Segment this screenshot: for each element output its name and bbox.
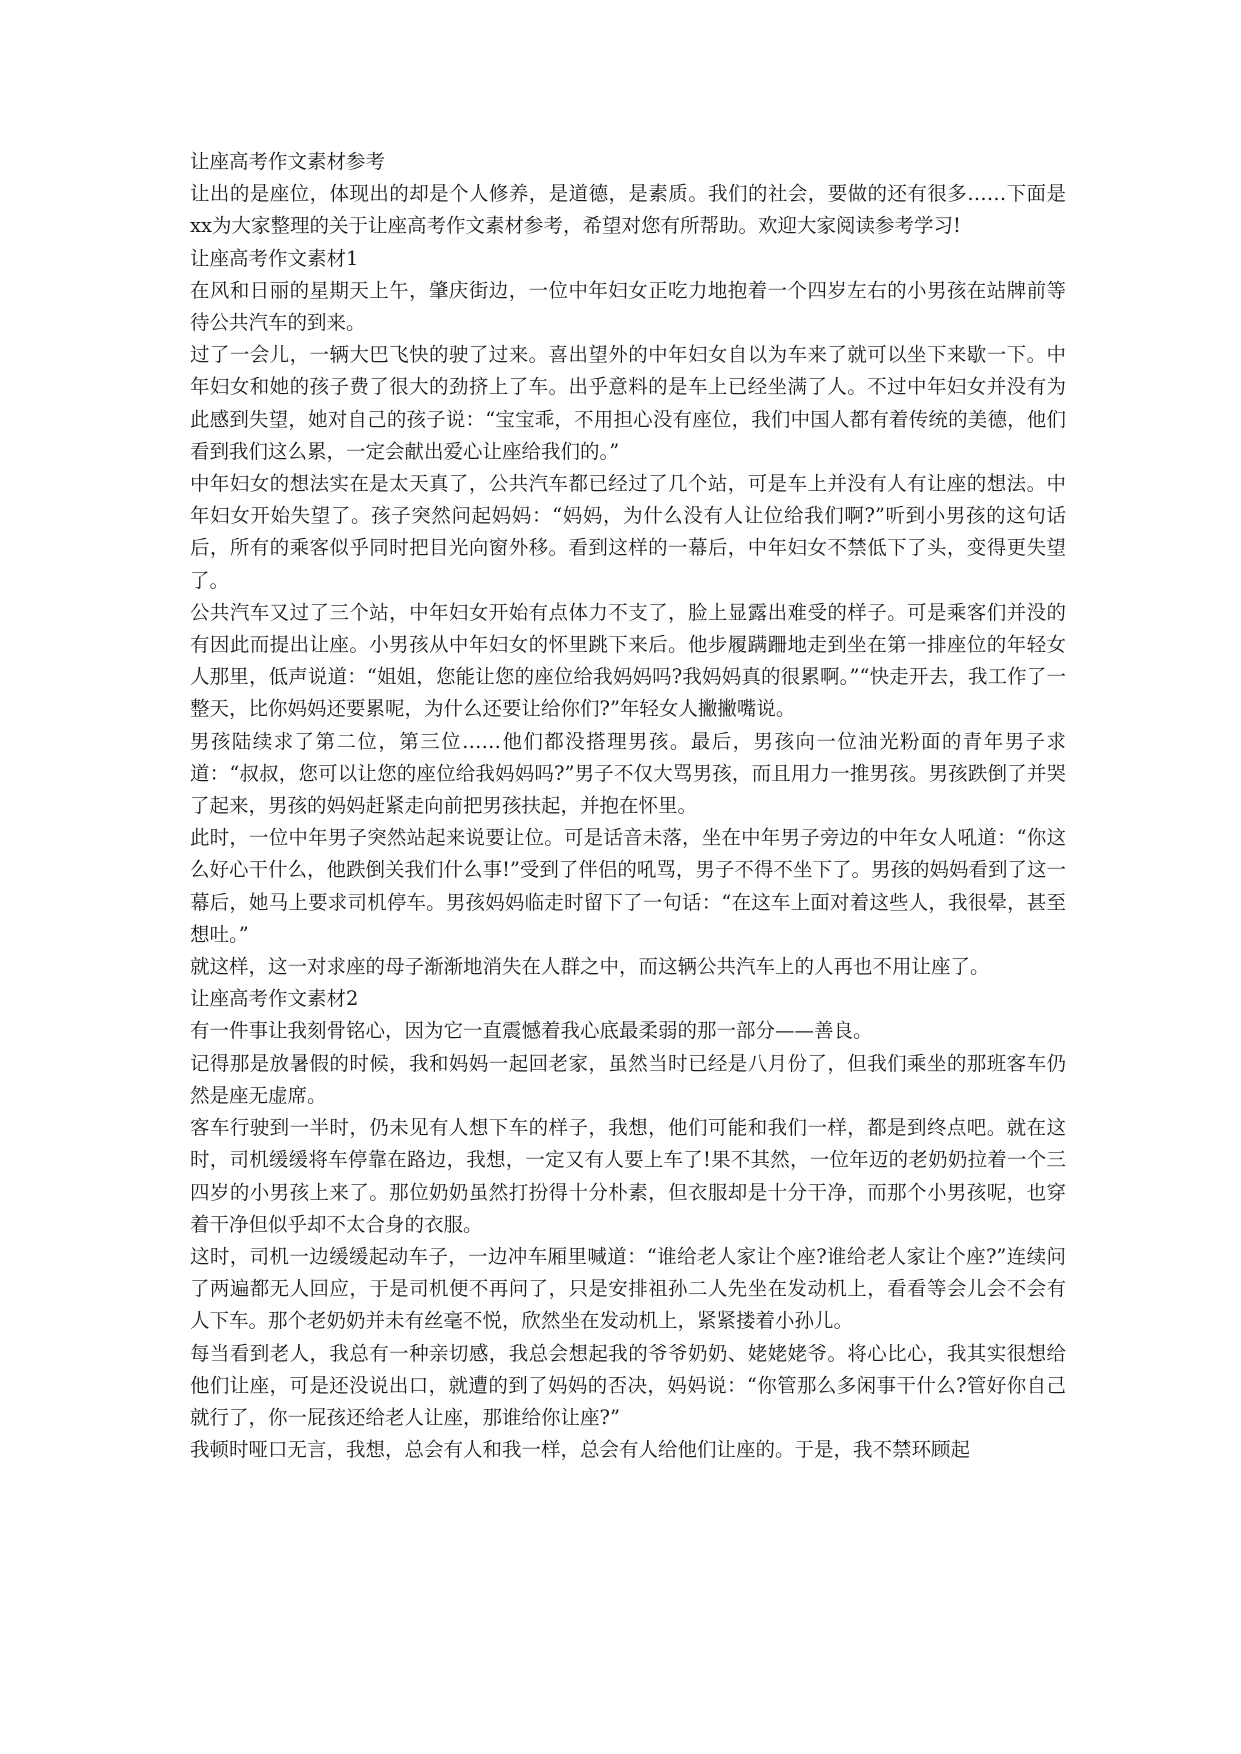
paragraph: 就这样，这一对求座的母子渐渐地消失在人群之中，而这辆公共汽车上的人再也不用让座了。	[190, 955, 990, 979]
document-body	[190, 146, 1066, 1466]
paragraph: 这时，司机一边缓缓起动车子，一边冲车厢里喊道：“谁给老人家让个座?谁给老人家让个座?”连续问了两遍都无人回应，于是司机便不再问了，只是安排祖孙二人先坐在发动机上，看看等会儿会不会有人下车。那个老奶奶并未有丝毫不悦，欣然坐在发动机上，紧紧搂着小孙儿。	[190, 1244, 1066, 1333]
paragraph: 我顿时哑口无言，我想，总会有人和我一样，总会有人给他们让座的。于是，我不禁环顾起	[190, 1438, 971, 1462]
paragraph: 男孩陆续求了第二位，第三位……他们都没搭理男孩。最后，男孩向一位油光粉面的青年男子求道：“叔叔，您可以让您的座位给我妈妈吗?”男子不仅大骂男孩，而且用力一推男孩。男孩跌倒了并哭了起来，男孩的妈妈赶紧走向前把男孩扶起，并抱在怀里。	[190, 729, 1066, 818]
paragraph: 此时，一位中年男子突然站起来说要让位。可是话音未落，坐在中年男子旁边的中年女人吼道：“你这么好心干什么，他跌倒关我们什么事!”受到了伴侣的吼骂，男子不得不坐下了。男孩的妈妈看到了这一幕后，她马上要求司机停车。男孩妈妈临走时留下了一句话：“在这车上面对着这些人，我很晕，甚至想吐。”	[190, 826, 1066, 946]
paragraph: 过了一会儿，一辆大巴飞快的驶了过来。喜出望外的中年妇女自以为车来了就可以坐下来歇一下。中年妇女和她的孩子费了很大的劲挤上了车。出乎意料的是车上已经坐满了人。不过中年妇女并没有为此感到失望，她对自己的孩子说：“宝宝乖，不用担心没有座位，我们中国人都有着传统的美德，他们看到我们这么累，一定会献出爱心让座给我们的。”	[190, 343, 1066, 463]
paragraph: 客车行驶到一半时，仍未见有人想下车的样子，我想，他们可能和我们一样，都是到终点吧。就在这时，司机缓缓将车停靠在路边，我想，一定又有人要上车了!果不其然，一位年迈的老奶奶拉着一个三四岁的小男孩上来了。那位奶奶虽然打扮得十分朴素，但衣服却是十分干净，而那个小男孩呢，也穿着干净但似乎却不太合身的衣服。	[190, 1116, 1066, 1236]
paragraph: 有一件事让我刻骨铭心，因为它一直震憾着我心底最柔弱的那一部分——善良。	[190, 1019, 873, 1043]
intro-paragraph: 让出的是座位，体现出的却是个人修养，是道德，是素质。我们的社会，要做的还有很多……下面是xx为大家整理的关于让座高考作文素材参考，希望对您有所帮助。欢迎大家阅读参考学习!	[190, 182, 1066, 238]
section-1-heading: 让座高考作文素材1	[190, 246, 359, 270]
paragraph: 中年妇女的想法实在是太天真了，公共汽车都已经过了几个站，可是车上并没有人有让座的想法。中年妇女开始失望了。孩子突然问起妈妈：“妈妈，为什么没有人让位给我们啊?”听到小男孩的这句话后，所有的乘客似乎同时把目光向窗外移。看到这样的一幕后，中年妇女不禁低下了头，变得更失望了。	[190, 472, 1066, 592]
document-title: 让座高考作文素材参考	[190, 150, 386, 173]
section-2-heading: 让座高考作文素材2	[190, 987, 359, 1011]
paragraph: 记得那是放暑假的时候，我和妈妈一起回老家，虽然当时已经是八月份了，但我们乘坐的那班客车仍然是座无虚席。	[190, 1051, 1066, 1107]
paragraph: 在风和日丽的星期天上午，肇庆街边，一位中年妇女正吃力地抱着一个四岁左右的小男孩在站牌前等待公共汽车的到来。	[190, 278, 1066, 335]
paragraph: 每当看到老人，我总有一种亲切感，我总会想起我的爷爷奶奶、姥姥姥爷。将心比心，我其实很想给他们让座，可是还没说出口，就遭的到了妈妈的否决，妈妈说：“你管那么多闲事干什么?管好你自己就行了，你一屁孩还给老人让座，那谁给你让座?”	[190, 1341, 1066, 1429]
paragraph: 公共汽车又过了三个站，中年妇女开始有点体力不支了，脸上显露出难受的样子。可是乘客们并没的有因此而提出让座。小男孩从中年妇女的怀里跳下来后。他步履蹒跚地走到坐在第一排座位的年轻女人那里，低声说道：“姐姐，您能让您的座位给我妈妈吗?我妈妈真的很累啊。”“快走开去，我工作了一整天，比你妈妈还要累呢，为什么还要让给你们?”年轻女人撇撇嘴说。	[190, 600, 1066, 721]
